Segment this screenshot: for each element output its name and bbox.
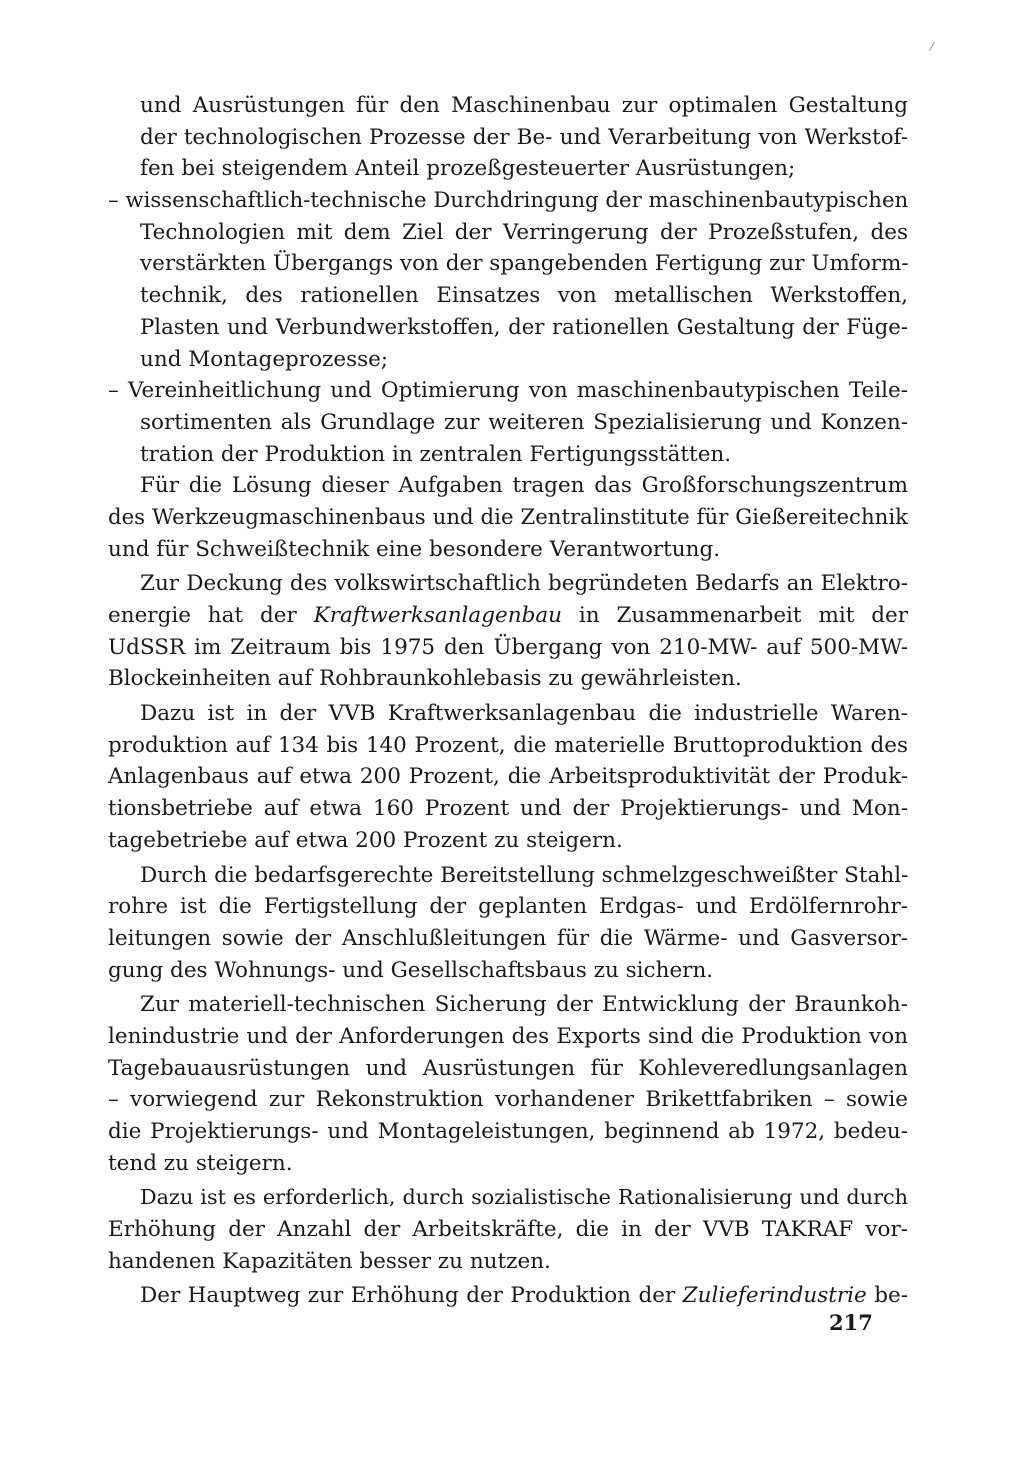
text-segment: energie hat der <box>108 603 297 628</box>
paragraph-first-line: Dazu ist es erforderlich, durch sozialistische Rationalisierung und durch <box>140 1185 908 1210</box>
text-line: tration der Produktion in zentralen Fertigungsstätten. <box>140 441 732 467</box>
text-line: rohre ist die Fertigstellung der geplanten Erdgas- und Erdölfernrohr- <box>108 894 908 920</box>
page-number: 217 <box>829 1310 873 1335</box>
text-line: leitungen sowie der Anschlußleitungen für die Wärme- und Gasversor- <box>108 925 908 951</box>
list-item-line: – Vereinheitlichung und Optimierung von maschinenbautypischen Teile- <box>108 378 908 404</box>
text-line: Erhöhung der Anzahl der Arbeitskräfte, die in der VVB TAKRAF vor- <box>108 1217 908 1243</box>
text-line: UdSSR im Zeitraum bis 1975 den Übergang von 210-MW- auf 500-MW- <box>108 634 908 660</box>
italic-term: Zulieferindustrie <box>682 1283 867 1309</box>
text-line: technik, des rationellen Einsatzes von metallischen Werkstoffen, <box>140 283 908 309</box>
text-line: tagebetriebe auf etwa 200 Prozent zu steigern. <box>108 827 623 853</box>
text-segment: Der Hauptweg zur Erhöhung der Produktion der <box>140 1283 676 1309</box>
text-line: – vorwiegend zur Rekonstruktion vorhandener Brikettfabriken – sowie <box>108 1087 908 1113</box>
text-line: Plasten und Verbundwerkstoffen, der rationellen Gestaltung der Füge- <box>140 314 908 340</box>
text-line: die Projektierungs- und Montageleistungen, beginnend ab 1972, bedeu- <box>108 1119 908 1144</box>
text-line: gung des Wohnungs- und Gesellschaftsbaus zu sichern. <box>108 957 714 983</box>
text-line: tionsbetriebe auf etwa 160 Prozent und der Projektierungs- und Mon- <box>108 796 908 822</box>
text-line: des Werkzeugmaschinenbaus und die Zentralinstitute für Gießereitechnik <box>108 504 908 530</box>
list-item-line: – wissenschaftlich-technische Durchdringung der maschinenbautypischen <box>108 188 909 214</box>
text-segment: be- <box>874 1283 908 1309</box>
text-line: lenindustrie und der Anforderungen des Exports sind die Produktion von <box>108 1023 908 1049</box>
text-line: der technologischen Prozesse der Be- und Verarbeitung von Werkstof- <box>140 124 908 150</box>
paragraph-first-line: Dazu ist in der VVB Kraftwerksanlagenbau die industrielle Waren- <box>140 701 908 727</box>
text-line: handenen Kapazitäten besser zu nutzen. <box>108 1248 551 1274</box>
scan-mark <box>929 42 940 54</box>
paragraph-first-line: Durch die bedarfsgerechte Bereitstellung schmelzgeschweißter Stahl- <box>140 862 909 888</box>
italic-term: Kraftwerksanlagenbau <box>313 603 562 628</box>
body-text <box>108 90 908 1312</box>
text-line-mixed <box>108 600 908 632</box>
paragraph-first-line: Für die Lösung dieser Aufgaben tragen das Großforschungszentrum <box>140 473 908 499</box>
text-line: verstärkten Übergangs von der spangebenden Fertigung zur Umform- <box>140 251 909 277</box>
text-line-mixed <box>108 1280 908 1312</box>
paragraph-first-line: Zur Deckung des volkswirtschaftlich begründeten Bedarfs an Elektro- <box>140 571 908 597</box>
text-line: sortimenten als Grundlage zur weiteren Spezialisierung und Konzen- <box>140 409 908 435</box>
text-line: Tagebauausrüstungen und Ausrüstungen für Kohleveredlungsanlagen <box>108 1055 908 1081</box>
text-line: produktion auf 134 bis 140 Prozent, die materielle Bruttoproduktion des <box>108 732 908 758</box>
text-line: und Montageprozesse; <box>140 346 389 372</box>
text-line: Technologien mit dem Ziel der Verringerung der Prozeßstufen, des <box>140 219 908 245</box>
text-line: und Ausrüstungen für den Maschinenbau zur optimalen Gestaltung <box>140 93 908 118</box>
text-segment: in Zusammenarbeit mit der <box>578 603 908 628</box>
text-line: tend zu steigern. <box>108 1150 293 1176</box>
text-line: fen bei steigendem Anteil prozeßgesteuerter Ausrüstungen; <box>140 156 796 182</box>
paragraph-first-line: Zur materiell-technischen Sicherung der Entwicklung der Braunkoh- <box>140 992 908 1018</box>
text-line: Blockeinheiten auf Rohbraunkohlebasis zu gewährleisten. <box>108 666 742 692</box>
text-line: Anlagenbaus auf etwa 200 Prozent, die Arbeitsproduktivität der Produk- <box>108 764 908 790</box>
text-line: und für Schweißtechnik eine besondere Verantwortung. <box>108 536 721 562</box>
